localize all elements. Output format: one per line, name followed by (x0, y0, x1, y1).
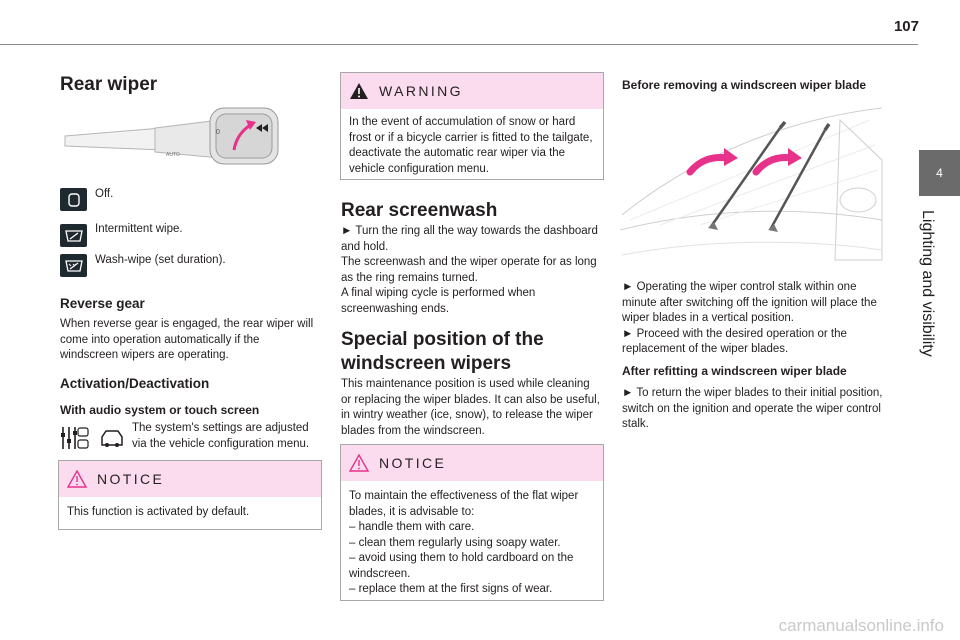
chapter-title: Lighting and visibility (919, 210, 936, 357)
notice-header (59, 461, 321, 497)
notice-header (341, 445, 603, 481)
watermark: carmanualsonline.info (778, 616, 944, 635)
notice-box-2 (340, 444, 604, 601)
header-divider (0, 44, 918, 45)
before-removing-title: Before removing a windscreen wiper blade (622, 78, 867, 92)
wash-wipe-icon (60, 254, 87, 277)
special-position-text: This maintenance position is used while cleaning or replacing the wiper blades. It can also be useful, in wintry weather (ice, snow), to release the wiper blades from the windscreen. (341, 378, 600, 437)
screenwash-line: The screenwash and the wiper operate for as long as the ring remains turned. (341, 256, 597, 284)
reverse-gear-text: When reverse gear is engaged, the rear wiper will come into operation automatically if the windscreen wipers are operating. (60, 318, 314, 361)
notice-line: – avoid using them to hold cardboard on the windscreen. (349, 552, 574, 580)
before-removing-text (622, 280, 884, 358)
screenwash-line: ► Turn the ring all the way towards the dashboard and hold. (341, 225, 598, 253)
special-position-title: Special position of the windscreen wipers (341, 329, 544, 374)
audio-system-title: With audio system or touch screen (60, 403, 260, 417)
notice-line: To maintain the effectiveness of the flat wiper blades, it is advisable to: (349, 490, 579, 518)
screenwash-text (341, 224, 603, 317)
intermittent-wipe-label: Intermittent wipe. (95, 223, 183, 235)
chapter-tab[interactable]: 4 (919, 150, 960, 196)
notice-line: – replace them at the first signs of wear. (349, 583, 553, 595)
notice-title: NOTICE (97, 471, 165, 487)
notice-box-1 (58, 460, 322, 530)
settings-menu-icons (60, 423, 126, 453)
warning-header (341, 73, 603, 109)
warning-title: WARNING (379, 83, 463, 99)
rear-screenwash-title: Rear screenwash (341, 200, 498, 221)
settings-sliders-icon (60, 423, 126, 453)
warning-box (340, 72, 604, 180)
after-refitting-text: ► To return the wiper blades to their initial position, switch on the ignition and operate the wiper control stalk. (622, 387, 883, 430)
stalk-illustration (60, 106, 290, 176)
stalk-label-auto: AUTO (166, 152, 180, 158)
audio-system-text: The system's settings are adjusted via the vehicle configuration menu. (132, 422, 310, 450)
windscreen-illustration (620, 100, 885, 270)
wash-wipe-label: Wash-wipe (set duration). (95, 254, 226, 266)
activation-title: Activation/Deactivation (60, 376, 210, 391)
warning-text: In the event of accumulation of snow or hard frost or if a bicycle carrier is fitted to the tailgate, deactivate the automatic rear wiper via the vehicle configuration menu. (349, 116, 593, 175)
off-label: Off. (95, 188, 114, 200)
screenwash-line: A final wiping cycle is performed when screenwashing ends. (341, 287, 536, 315)
after-refitting-title: After refitting a windscreen wiper blade (622, 364, 847, 378)
notice-line: – clean them regularly using soapy water. (349, 536, 561, 549)
notice-text: This function is activated by default. (67, 506, 250, 518)
warning-triangle-icon (67, 470, 87, 488)
page-number: 107 (893, 18, 919, 35)
intermittent-wipe-icon (60, 224, 87, 247)
notice-line: – handle them with care. (349, 521, 475, 533)
stalk-label-off: 0 (216, 129, 220, 136)
before-removing-line: ► Operating the wiper control stalk within one minute after switching off the ignition will place the wiper blades in a vertical position. (622, 281, 877, 324)
warning-triangle-icon (349, 454, 369, 472)
off-icon (60, 188, 87, 211)
warning-filled-icon (349, 82, 369, 100)
before-removing-line: ► Proceed with the desired operation or the replacement of the wiper blades. (622, 327, 847, 355)
rear-wiper-title: Rear wiper (60, 74, 158, 95)
notice-text (341, 481, 603, 608)
reverse-gear-title: Reverse gear (60, 296, 145, 311)
notice-title: NOTICE (379, 455, 447, 471)
